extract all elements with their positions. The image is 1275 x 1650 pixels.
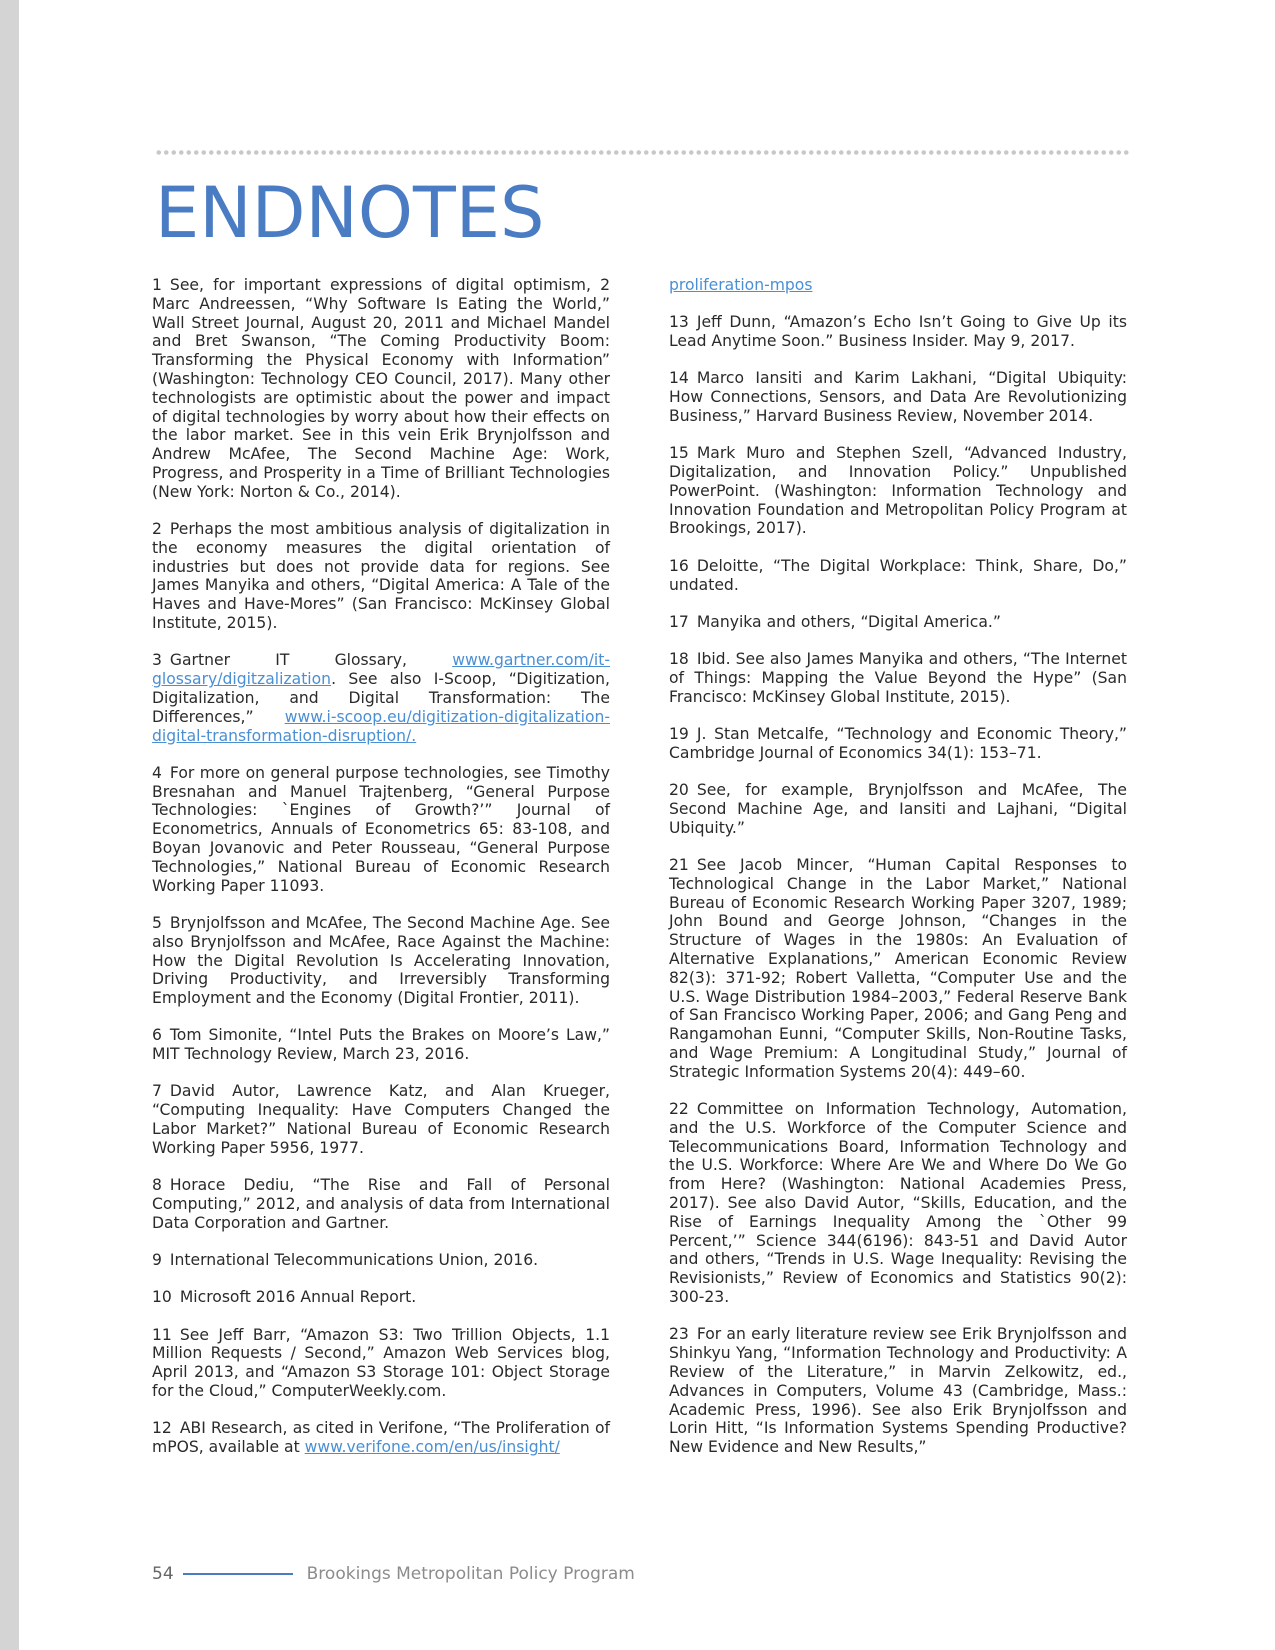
- dotted-divider: [155, 149, 1130, 156]
- endnote-23: 23 For an early literature review see Erik Brynjolfsson and Shinkyu Yang, “Information Technology and Productivity: A Review of the Literature,” in Marvin Zelkowitz, ed., Advances in Computers, Volume 43 (Cambridge, Mass.: Academic Press, 1996). See also Erik Brynjolfsson and Lorin Hitt, “Is Information Systems Spending Productive? New Evidence and New Results,”: [669, 1325, 1127, 1457]
- endnote-21: 21 See Jacob Mincer, “Human Capital Responses to Technological Change in the Labor Market,” National Bureau of Economic Research Working Paper 3207, 1989; John Bound and George Johnson, “Changes in the Structure of Wages in the 1980s: An Evaluation of Alternative Explanations,” American Economic Review 82(3): 371-92; Robert Valletta, “Computer Use and the U.S. Wage Distribution 1984–2003,” Federal Reserve Bank of San Francisco Working Paper, 2006; and Gang Peng and Rangamohan Eunni, “Computer Skills, Non-Routine Tasks, and Wage Premium: A Longitudinal Study,” Journal of Strategic Information Systems 20(4): 449–60.: [669, 856, 1127, 1081]
- endnote-4: 4 For more on general purpose technologies, see Timothy Bresnahan and Manuel Trajtenberg, “General Purpose Technologies: `Engines of Growth?’” Journal of Econometrics, Annuals of Econometrics 65: 83-108, and Boyan Jovanovic and Peter Rousseau, “General Purpose Technologies,” National Bureau of Economic Research Working Paper 11093.: [152, 763, 610, 895]
- endnote-20: 20 See, for example, Brynjolfsson and McAfee, The Second Machine Age, and Iansiti and Lajhani, “Digital Ubiquity.”: [669, 781, 1127, 837]
- endnote-18: 18 Ibid. See also James Manyika and others, “The Internet of Things: Mapping the Value Beyond the Hype” (San Francisco: McKinsey Global Institute, 2015).: [669, 650, 1127, 706]
- endnote-5: 5 Brynjolfsson and McAfee, The Second Machine Age. See also Brynjolfsson and McAfee, Race Against the Machine: How the Digital Revolution Is Accelerating Innovation, Driving Productivity, and Irreversibly Transforming Employment and the Economy (Digital Frontier, 2011).: [152, 913, 610, 1008]
- endnote-19: 19 J. Stan Metcalfe, “Technology and Economic Theory,” Cambridge Journal of Economics 34(1): 153–71.: [669, 725, 1127, 762]
- endnote-8: 8 Horace Dediu, “The Rise and Fall of Personal Computing,” 2012, and analysis of data from International Data Corporation and Gartner.: [152, 1176, 610, 1232]
- endnote-2: 2 Perhaps the most ambitious analysis of digitalization in the economy measures the digital orientation of industries but does not provide data for regions. See James Manyika and others, “Digital America: A Tale of the Haves and Have-Mores” (San Francisco: McKinsey Global Institute, 2015).: [152, 520, 610, 633]
- page-edge-bar: [0, 0, 19, 1650]
- endnote-17: 17 Manyika and others, “Digital America.”: [669, 612, 1001, 631]
- endnotes-column-right: [669, 276, 1127, 1475]
- endnote-13: 13 Jeff Dunn, “Amazon’s Echo Isn’t Going to Give Up its Lead Anytime Soon.” Business Insider. May 9, 2017.: [669, 313, 1127, 351]
- endnote-1: 1 See, for important expressions of digital optimism, 2 Marc Andreessen, “Why Software Is Eating the World,” Wall Street Journal, August 20, 2011 and Michael Mandel and Bret Swanson, “The Coming Productivity Boom: Transforming the Physical Economy with Information” (Washington: Technology CEO Council, 2017). Many other technologists are optimistic about the power and impact of digital technologies by worry about how their effects on the labor market. See in this vein Erik Brynjolfsson and Andrew McAfee, The Second Machine Age: Work, Progress, and Prosperity in a Time of Brilliant Technologies (New York: Norton & Co., 2014).: [152, 276, 610, 501]
- endnote-10: 10 Microsoft 2016 Annual Report.: [152, 1288, 417, 1307]
- page-footer: [152, 1564, 635, 1584]
- endnote-9: 9 International Telecommunications Union, 2016.: [152, 1251, 539, 1270]
- endnotes-column-left: [152, 276, 610, 1475]
- endnote-6: 6 Tom Simonite, “Intel Puts the Brakes on Moore’s Law,” MIT Technology Review, March 23, 2016.: [152, 1026, 610, 1064]
- page-number: 54: [152, 1564, 174, 1584]
- verifone-link-continued[interactable]: proliferation-mpos: [669, 276, 813, 294]
- page-title: ENDNOTES: [155, 172, 545, 254]
- gartner-link[interactable]: www.gartner.com/it-glossary/digitzalization: [152, 651, 610, 689]
- endnote-12-continued: [669, 276, 1127, 295]
- footer-rule: [183, 1573, 293, 1575]
- iscoop-link[interactable]: www.i-scoop.eu/digitization-digitalization-digital-transformation-disruption/.: [152, 707, 610, 745]
- endnote-12: 12 ABI Research, as cited in Verifone, “The Proliferation of mPOS, available at www.verifone.com/en/us/insight/: [152, 1419, 610, 1457]
- endnote-3: 3 Gartner IT Glossary, www.gartner.com/it-glossary/digitzalization. See also I-Scoop, “Digitization, Digitalization, and Digital Transformation: The Differences,” www.i-scoop.eu/digitization-digitalization-digital-transformation-disruption/.: [152, 651, 610, 745]
- endnote-11: 11 See Jeff Barr, “Amazon S3: Two Trillion Objects, 1.1 Million Requests / Second,” Amazon Web Services blog, April 2013, and “Amazon S3 Storage 101: Object Storage for the Cloud,” ComputerWeekly.com.: [152, 1325, 610, 1401]
- endnote-16: 16 Deloitte, “The Digital Workplace: Think, Share, Do,” undated.: [669, 556, 1127, 594]
- endnote-7: 7 David Autor, Lawrence Katz, and Alan Krueger, “Computing Inequality: Have Computers Changed the Labor Market?” National Bureau of Economic Research Working Paper 5956, 1977.: [152, 1082, 610, 1157]
- endnote-15: 15 Mark Muro and Stephen Szell, “Advanced Industry, Digitalization, and Innovation Policy.” Unpublished PowerPoint. (Washington: Information Technology and Innovation Foundation and Metropolitan Policy Program at Brookings, 2017).: [669, 444, 1127, 538]
- program-name: Brookings Metropolitan Policy Program: [306, 1564, 635, 1584]
- endnote-22: 22 Committee on Information Technology, Automation, and the U.S. Workforce of the Computer Science and Telecommunications Board, Information Technology and the U.S. Workforce: Where Are We and Where Do We Go from Here? (Washington: National Academies Press, 2017). See also David Autor, “Skills, Education, and the Rise of Earnings Inequality Among the `Other 99 Percent,’” Science 344(6196): 843-51 and David Autor and others, “Trends in U.S. Wage Inequality: Revising the Revisionists,” Review of Economics and Statistics 90(2): 300-23.: [669, 1100, 1127, 1307]
- verifone-link[interactable]: www.verifone.com/en/us/insight/: [304, 1438, 560, 1457]
- endnote-14: 14 Marco Iansiti and Karim Lakhani, “Digital Ubiquity: How Connections, Sensors, and Data Are Revolutionizing Business,” Harvard Business Review, November 2014.: [669, 369, 1127, 425]
